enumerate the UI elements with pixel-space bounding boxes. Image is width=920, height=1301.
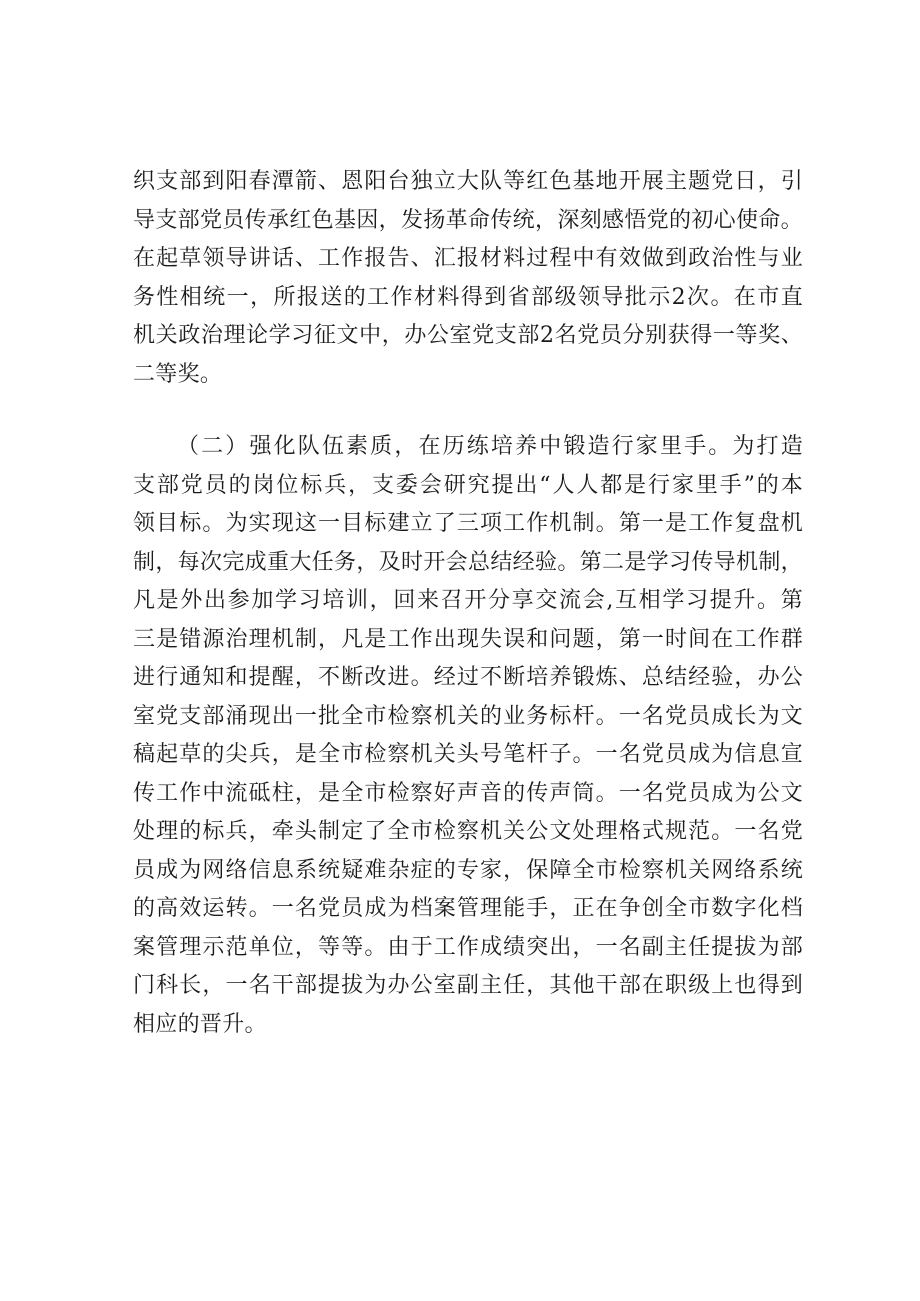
text-line: 处理的标兵，牵头制定了全市检察机关公文处理格式规范。一名党 bbox=[133, 819, 803, 844]
text-line: 导支部党员传承红色基因，发扬革命传统，深刻感悟党的初心使命。 bbox=[133, 207, 803, 233]
text-line: 三是错源治理机制，凡是工作出现失误和问题，第一时间在工作群 bbox=[133, 626, 803, 652]
text-line: 的高效运转。一名党员成为档案管理能手，正在争创全市数字化档 bbox=[133, 896, 803, 921]
text-line: 相应的晋升。 bbox=[133, 1011, 267, 1037]
paragraph-2 bbox=[133, 428, 803, 1044]
text-line: 进行通知和提醒，不断改进。经过不断培养锻炼、总结经验，办公 bbox=[133, 665, 803, 690]
text-line: 二等奖。 bbox=[133, 361, 223, 387]
section-heading-line: （二）强化队伍素质，在历练培养中锻造行家里手。为打造 bbox=[177, 434, 803, 459]
text-line: 务性相统一，所报送的工作材料得到省部级领导批示2次。在市直 bbox=[133, 284, 803, 310]
text-line: 门科长，一名干部提拔为办公室副主任，其他干部在职级上也得到 bbox=[133, 973, 803, 998]
text-line: 制，每次完成重大任务，及时开会总结经验。第二是学习传导机制， bbox=[133, 549, 803, 575]
text-line: 在起草领导讲话、工作报告、汇报材料过程中有效做到政治性与业 bbox=[133, 246, 803, 271]
text-line: 员成为网络信息系统疑难杂症的专家，保障全市检察机关网络系统 bbox=[133, 857, 803, 883]
text-line: 稿起草的尖兵，是全市检察机关头号笔杆子。一名党员成为信息宣 bbox=[133, 742, 803, 767]
text-line: 案管理示范单位，等等。由于工作成绩突出，一名副主任提拔为部 bbox=[133, 934, 803, 960]
text-line: 机关政治理论学习征文中，办公室党支部2名党员分别获得一等奖、 bbox=[133, 323, 803, 348]
text-line: 传工作中流砥柱，是全市检察好声音的传声筒。一名党员成为公文 bbox=[133, 780, 803, 806]
text-line: 织支部到阳春潭箭、恩阳台独立大队等红色基地开展主题党日，引 bbox=[133, 169, 803, 194]
text-line: 领目标。为实现这一目标建立了三项工作机制。第一是工作复盘机 bbox=[133, 511, 803, 536]
text-line: 室党支部涌现出一批全市检察机关的业务标杆。一名党员成长为文 bbox=[133, 703, 803, 729]
paragraph-1 bbox=[133, 163, 803, 394]
text-line: 凡是外出参加学习培训，回来召开分享交流会,互相学习提升。第 bbox=[133, 588, 803, 613]
text-line: 支部党员的岗位标兵，支委会研究提出“人人都是行家里手”的本 bbox=[133, 472, 803, 498]
